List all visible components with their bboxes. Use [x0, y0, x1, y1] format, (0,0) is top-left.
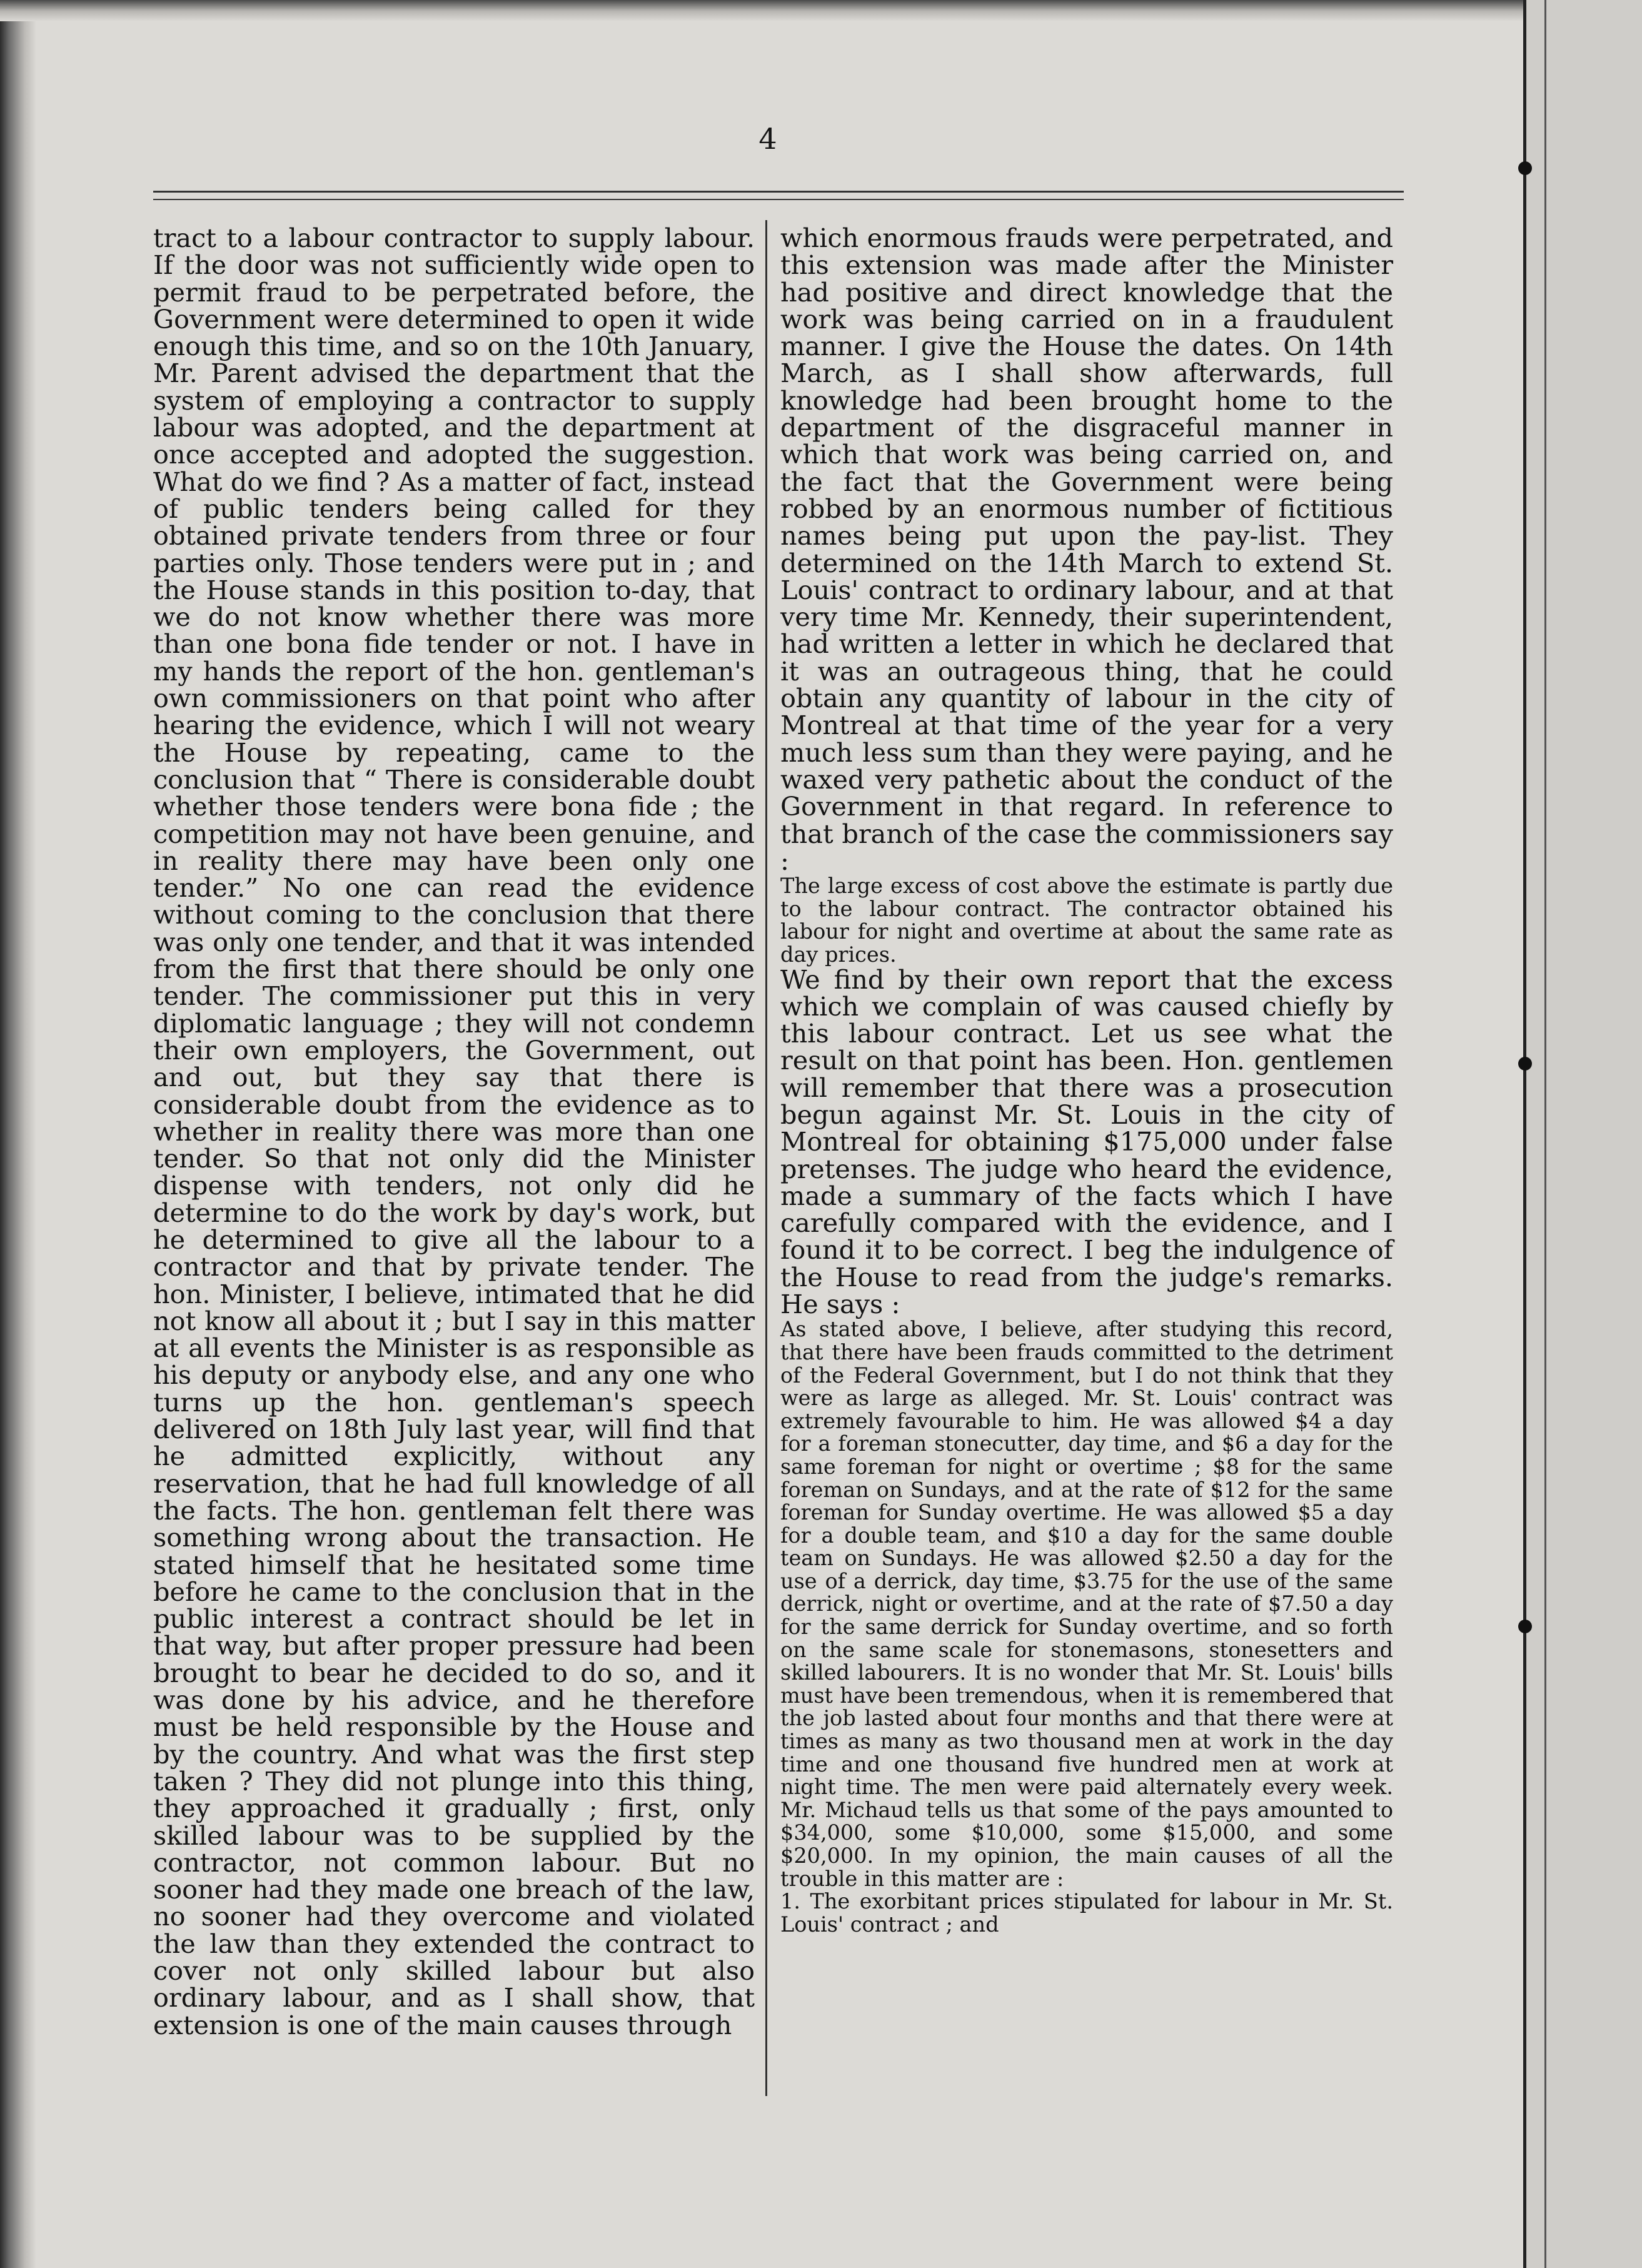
- right-binding-margin: [1526, 0, 1642, 2268]
- column-divider: [765, 220, 767, 2096]
- header-rule-bottom: [153, 199, 1404, 200]
- binding-line-secondary: [1544, 0, 1546, 2268]
- right-paragraph-1: which enormous frauds were perpetrated, and this extension was made after the Minister had positive and direct knowledge that the work was being carried on in a fraudulent manner. I give the House the dates. On 14th March, as I shall show afterwards, full knowledge had been brought home to the department of the disgraceful manner in which that work was being carried on, and the fact that the Government were being robbed by an enormous number of fictitious names being put upon the pay-list. They determined on the 14th March to extend St. Louis' contract to ordinary labour, and at that very time Mr. Kennedy, their superintendent, had written a letter in which he declared that it was an outrageous thing, that he could obtain any quantity of labour in the city of Montreal at that time of the year for a very much less sum than they were paying, and he waxed very pathetic about the conduct of the Government in that regard. In reference to that branch of the case the commissioners say :: [780, 223, 1393, 876]
- page-number: 4: [758, 122, 777, 156]
- commissioners-quote: The large excess of cost above the estimate is partly due to the labour contract. The contractor obtained his labour for night and overtime at about the same rate as day prices.: [780, 874, 1393, 967]
- binding-mark: [1518, 1057, 1532, 1071]
- left-column-text: tract to a labour contractor to supply labour. If the door was not sufficiently wide open to permit fraud to be perpetrated before, the Government were determined to open it wide enough this time, and so on the 10th January, Mr. Parent advised the department that the system of employing a contractor to supply labour was adopted, and the department at once accepted and adopted the suggestion. What do we find ? As a matter of fact, instead of public tenders being called for they obtained private tenders from three or four parties only. Those tenders were put in ; and the House stands in this position to-day, that we do not know whether there was more than one bona fide tender or not. I have in my hands the report of the hon. gentleman's own commissioners on that point who after hearing the evidence, which I will not weary the House by repeating, came to the conclusion that “ There is considerable doubt whether those tenders were bona fide ; the competition may not have been genuine, and in reality there may have been only one tender.” No one can read the evidence without coming to the conclusion that there was only one tender, and that it was intended from the first that there should be only one tender. The commissioner put this in very diplomatic language ; they will not condemn their own employers, the Government, out and out, but they say that there is considerable doubt from the evidence as to whether in reality there was more than one tender. So that not only did the Minister dispense with tenders, not only did he determine to do the work by day's work, but he determined to give all the labour to a contractor and that by private tender. The hon. Minister, I believe, intimated that he did not know all about it ; but I say in this matter at all events the Minister is as responsible as his deputy or anybody else, and any one who turns up the hon. gentleman's speech delivered on 18th July last year, will find that he admitted explicitly, without any reservation, that he had full knowledge of all the facts. The hon. gentleman felt there was something wrong about the transaction. He stated himself that he hesitated some time before he came to the conclusion that in the public interest a contract should be let in that way, but after proper pressure had been brought to bear he decided to do so, and it was done by his advice, and he therefore must be held responsible by the House and by the country. And what was the first step taken ? They did not plunge into this thing, they approached it gradually ; first, only skilled labour was to be supplied by the contractor, not common labour. But no sooner had they made one breach of the law, no sooner had they overcome and violated the law than they extended the contract to cover not only skilled labour but also ordinary labour, and as I shall show, that extension is one of the main causes through: [153, 223, 755, 2040]
- judge-quote-item-1: 1. The exorbitant prices stipulated for labour in Mr. St. Louis' contract ; and: [780, 1889, 1393, 1937]
- page-left-edge-shadow: [0, 0, 36, 2268]
- page-top-edge-shadow: [0, 0, 1642, 21]
- judge-quote: As stated above, I believe, after studying this record, that there have been frauds committed to the detriment of the Federal Government, but I do not think that they were as large as alleged. Mr. St. Louis' contract was extremely favourable to him. He was allowed $4 a day for a foreman stonecutter, day time, and $6 a day for the same foreman for night or overtime ; $8 for the same foreman on Sundays, and at the rate of $12 for the same foreman for Sunday overtime. He was allowed $5 a day for a double team, and $10 a day for the same double team on Sundays. He was allowed $2.50 a day for the use of a derrick, day time, $3.75 for the use of the same derrick, night or overtime, and at the rate of $7.50 a day for the same derrick for Sunday overtime, and so forth on the same scale for stonemasons, stonesetters and skilled labourers. It is no wonder that Mr. St. Louis' bills must have been tremendous, when it is remembered that the job lasted about four months and that there were at times as many as two thousand men at work in the day time and one thousand five hundred men at work at night time. The men were paid alternately every week. Mr. Michaud tells us that some of the pays amounted to $34,000, some $10,000, some $15,000, and some $20,000. In my opinion, the main causes of all the trouble in this matter are :: [780, 1317, 1393, 1891]
- binding-mark: [1518, 161, 1532, 175]
- left-column: [153, 225, 755, 2039]
- binding-mark: [1518, 1620, 1532, 1633]
- binding-line: [1523, 0, 1526, 2268]
- header-rule-top: [153, 191, 1404, 193]
- right-paragraph-2: We find by their own report that the excess which we complain of was caused chiefly by this labour contract. Let us see what the result on that point has been. Hon. gentlemen will remember that there was a prosecution begun against Mr. St. Louis in the city of Montreal for obtaining $175,000 under false pretenses. The judge who heard the evidence, made a summary of the facts which I have carefully compared with the evidence, and I found it to be correct. I beg the indulgence of the House to read from the judge's remarks. He says :: [780, 964, 1393, 1320]
- right-column: [780, 225, 1393, 1936]
